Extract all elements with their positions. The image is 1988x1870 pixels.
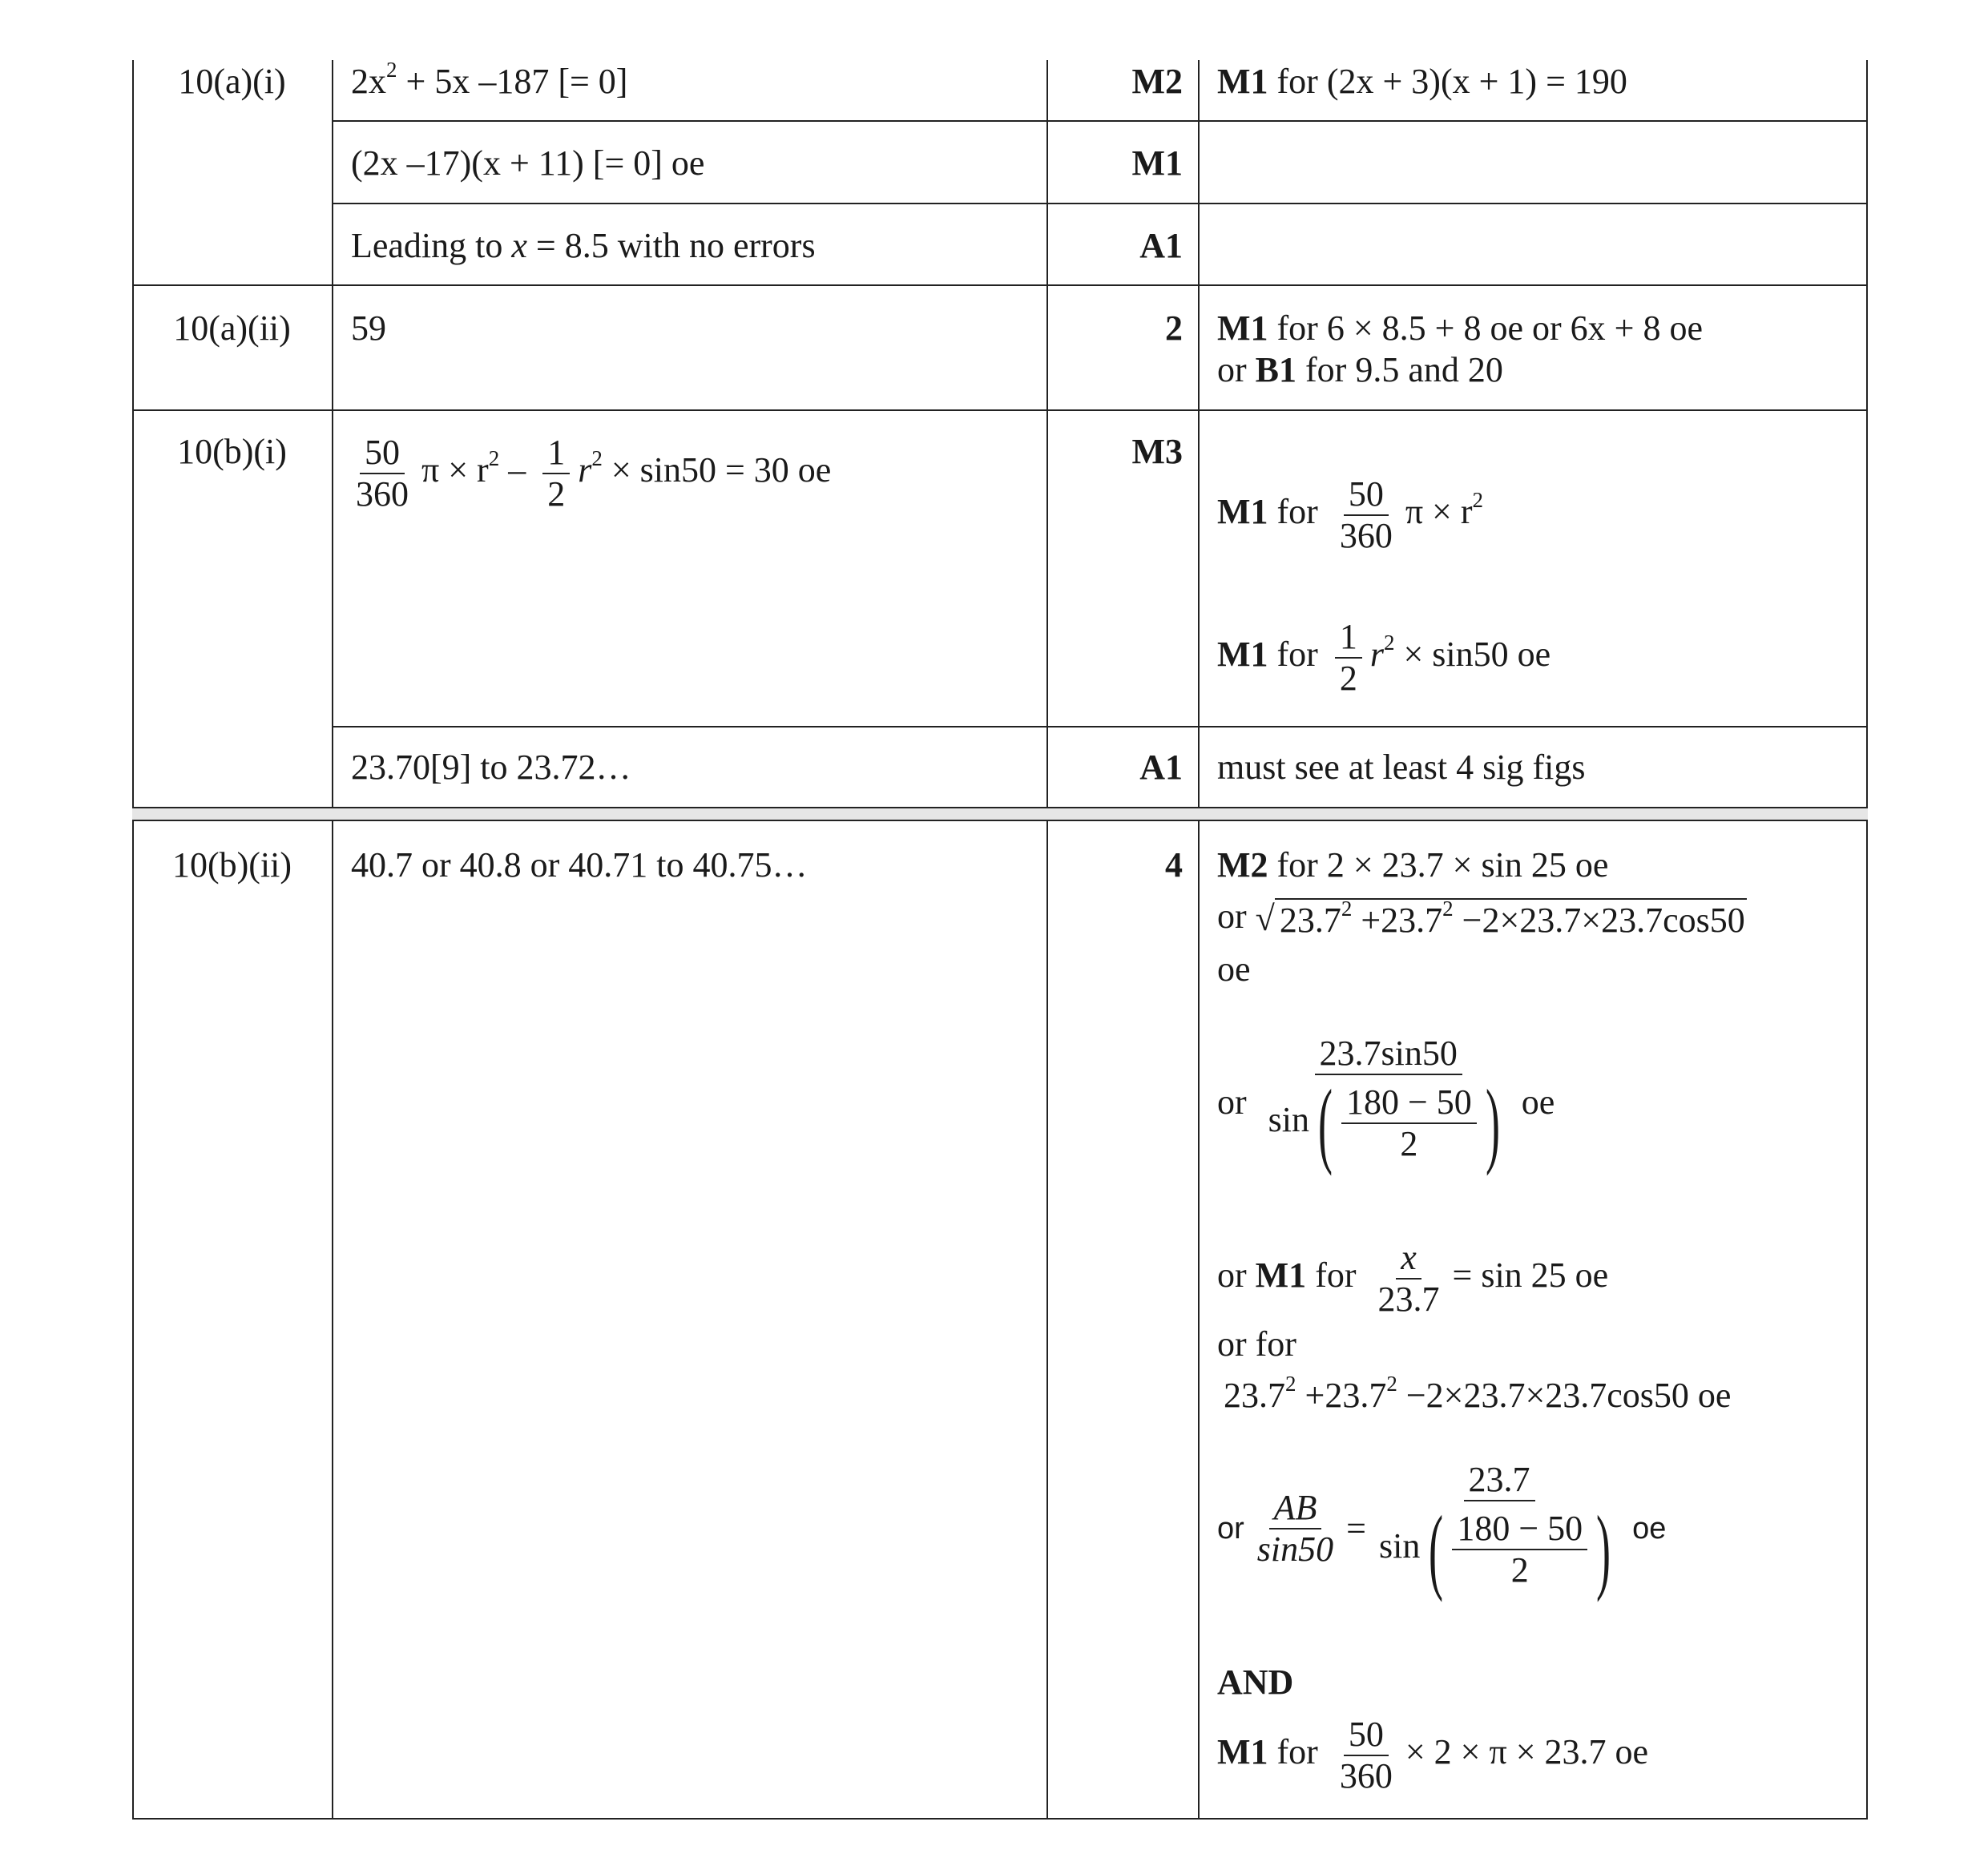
guidance-text: for 9.5 and 20 [1296,350,1503,389]
equals-sign: = [1346,1509,1366,1548]
mark-code: M1 [1217,492,1268,532]
mark-cell [1046,225,1183,267]
radical-sign: √ [1255,898,1275,938]
guidance-text: for 2 × 23.7 × sin 25 oe [1268,845,1609,885]
radicand: $23.7^2 +23.7^2 -2\times 23.7\times 23.7\cos 50$ [1275,898,1747,941]
denominator: sin50 [1256,1529,1334,1569]
numerator: 23.7 [1464,1460,1535,1501]
superscript: 2 [488,446,500,471]
guidance-cell [1217,617,1550,699]
answer-text: π × r [421,450,489,490]
row-divider [332,120,1868,122]
answer-text: + 5x –187 [= 0] [397,62,628,101]
guidance-cell: $23.7^2 +23.7^2 -2\times 23.7\times 23.7\cos 50$ oe [1224,1372,1732,1415]
superscript: 2 [1341,897,1353,921]
answer-text: 2x [351,62,386,101]
superscript: 2 [1285,1372,1296,1396]
answer-text: – [499,450,535,490]
mark-cell [1046,143,1183,184]
fraction [1335,617,1362,699]
mark-cell [1046,747,1183,788]
guidance-cell [1217,896,1747,941]
guidance-cell [1217,1238,1608,1320]
numerator: x [1396,1238,1421,1280]
numerator: 50 [1344,1715,1389,1756]
mark-code: M1 [1217,1732,1268,1772]
numerator: 1 [542,433,570,474]
guidance-cell [1217,61,1627,103]
guidance-text: π × r [1405,492,1473,532]
guidance-text: or [1217,1082,1256,1122]
answer-cell [351,225,816,267]
answer-text: × sin50 = 30 oe [602,450,832,490]
guidance-text: or [1217,1255,1256,1296]
guidance-cell [1217,1715,1648,1796]
table-border-col3 [1198,60,1200,1820]
question-number: 10(a)(i) [178,62,286,101]
variable: r [578,450,592,490]
mark: M1 [1131,143,1183,183]
mark-cell [1046,61,1183,103]
mark: A1 [1139,748,1183,787]
table-border-bottom [132,1818,1868,1820]
fraction [542,433,570,514]
numerator: 180 − 50 [1452,1509,1587,1550]
guidance-text: = sin 25 oe [1452,1255,1609,1296]
square-root [1256,898,1747,941]
answer-cell: 23.70[9] to 23.72… [351,748,631,787]
variable: r [1369,635,1384,675]
numerator: 23.7sin50 [1315,1034,1462,1075]
guidance-text: for [1268,635,1327,675]
numerator: 1 [1335,617,1362,659]
fraction [1374,1460,1624,1602]
guidance-text: oe [1632,1512,1667,1546]
denominator: 2 [1339,659,1357,698]
denominator: 2 [1400,1124,1418,1163]
answer-cell: (2x –17)(x + 11) [= 0] oe [351,143,705,183]
numerator: AB [1269,1488,1322,1529]
table-border-right [1866,60,1868,1820]
page-break-band [132,808,1868,820]
fraction [1252,1488,1338,1570]
guidance-text: oe [1521,1082,1555,1122]
guidance-line [1217,308,1703,349]
mark: 4 [1165,845,1183,885]
guidance-text: oe [1217,949,1251,989]
fraction [1335,1715,1397,1796]
superscript: 2 [386,58,397,83]
row-divider [332,203,1868,204]
numerator: 50 [360,433,405,474]
guidance-cell [1217,474,1483,556]
guidance-text: for 6 × 8.5 + 8 oe or 6x + 8 oe [1268,308,1703,348]
row-divider [332,726,1868,727]
fraction [1373,1238,1445,1320]
denominator: sin ( $\frac{180 - 50}{2}$ ) [1378,1496,1611,1602]
mark-cell [1046,308,1183,349]
mark-code: M1 [1217,635,1268,675]
numerator: 180 − 50 [1341,1082,1477,1124]
answer-cell [351,58,628,103]
guidance-text: or [1217,897,1256,936]
denominator: 360 [1339,516,1393,555]
guidance-cell [1217,1460,1667,1602]
guidance-text: or [1217,1512,1244,1546]
variable: x [511,226,527,265]
mark-code: B1 [1255,350,1297,389]
guidance-text: × sin50 oe [1394,635,1551,675]
row-divider [132,820,1868,821]
mark-code: M2 [1217,845,1268,885]
guidance-text: for [1306,1255,1365,1296]
answer-cell: 40.7 or 40.8 or 40.71 to 40.75… [351,845,808,885]
denominator: 360 [356,474,409,514]
denominator: sin ( $\frac{180 - 50}{2}$ ) [1268,1070,1500,1176]
guidance-cell [1217,308,1703,391]
guidance-cell: must see at least 4 sig figs [1217,748,1586,787]
question-number: 10(b)(i) [177,432,287,471]
and-keyword: AND [1217,1662,1294,1702]
denominator: 360 [1339,1756,1393,1795]
guidance-cell [1217,844,1608,886]
fraction [351,433,413,514]
answer-cell: 59 [351,308,386,348]
superscript: 2 [1442,897,1454,921]
mark: A1 [1139,226,1183,265]
row-divider [132,409,1868,411]
denominator: 2 [1510,1550,1529,1590]
guidance-text: or [1217,350,1256,389]
mark-code: M1 [1217,62,1268,101]
denominator: 23.7 [1377,1280,1440,1319]
superscript: 2 [1472,488,1484,513]
question-number: 10(b)(ii) [171,845,292,885]
guidance-text: for (2x + 3)(x + 1) = 190 [1268,62,1627,101]
guidance-text: or for [1217,1324,1296,1364]
mark-code: M1 [1255,1255,1307,1296]
guidance-cell [1217,1034,1555,1176]
fraction [1264,1034,1514,1176]
superscript: 2 [1386,1372,1397,1396]
answer-cell [351,433,831,514]
guidance-cell [1217,1662,1293,1703]
mark: 2 [1165,308,1183,348]
superscript: 2 [591,446,603,471]
mark: M3 [1131,432,1183,471]
numerator: 50 [1344,474,1389,516]
table-border-col1 [332,60,333,1820]
mark: M2 [1131,62,1183,101]
answer-text: Leading to [351,226,512,265]
guidance-text: × 2 × π × 23.7 oe [1405,1732,1649,1772]
mark-cell [1046,431,1183,473]
answer-text: = 8.5 with no errors [526,226,816,265]
denominator: 2 [547,474,566,514]
guidance-text: for [1268,492,1327,532]
guidance-line [1217,349,1703,391]
superscript: 2 [1383,631,1395,655]
mark-cell [1046,844,1183,886]
row-divider [132,284,1868,286]
question-number: 10(a)(ii) [173,308,291,348]
guidance-text: for [1268,1732,1327,1772]
fraction [1335,474,1397,556]
mark-code: M1 [1217,308,1268,348]
